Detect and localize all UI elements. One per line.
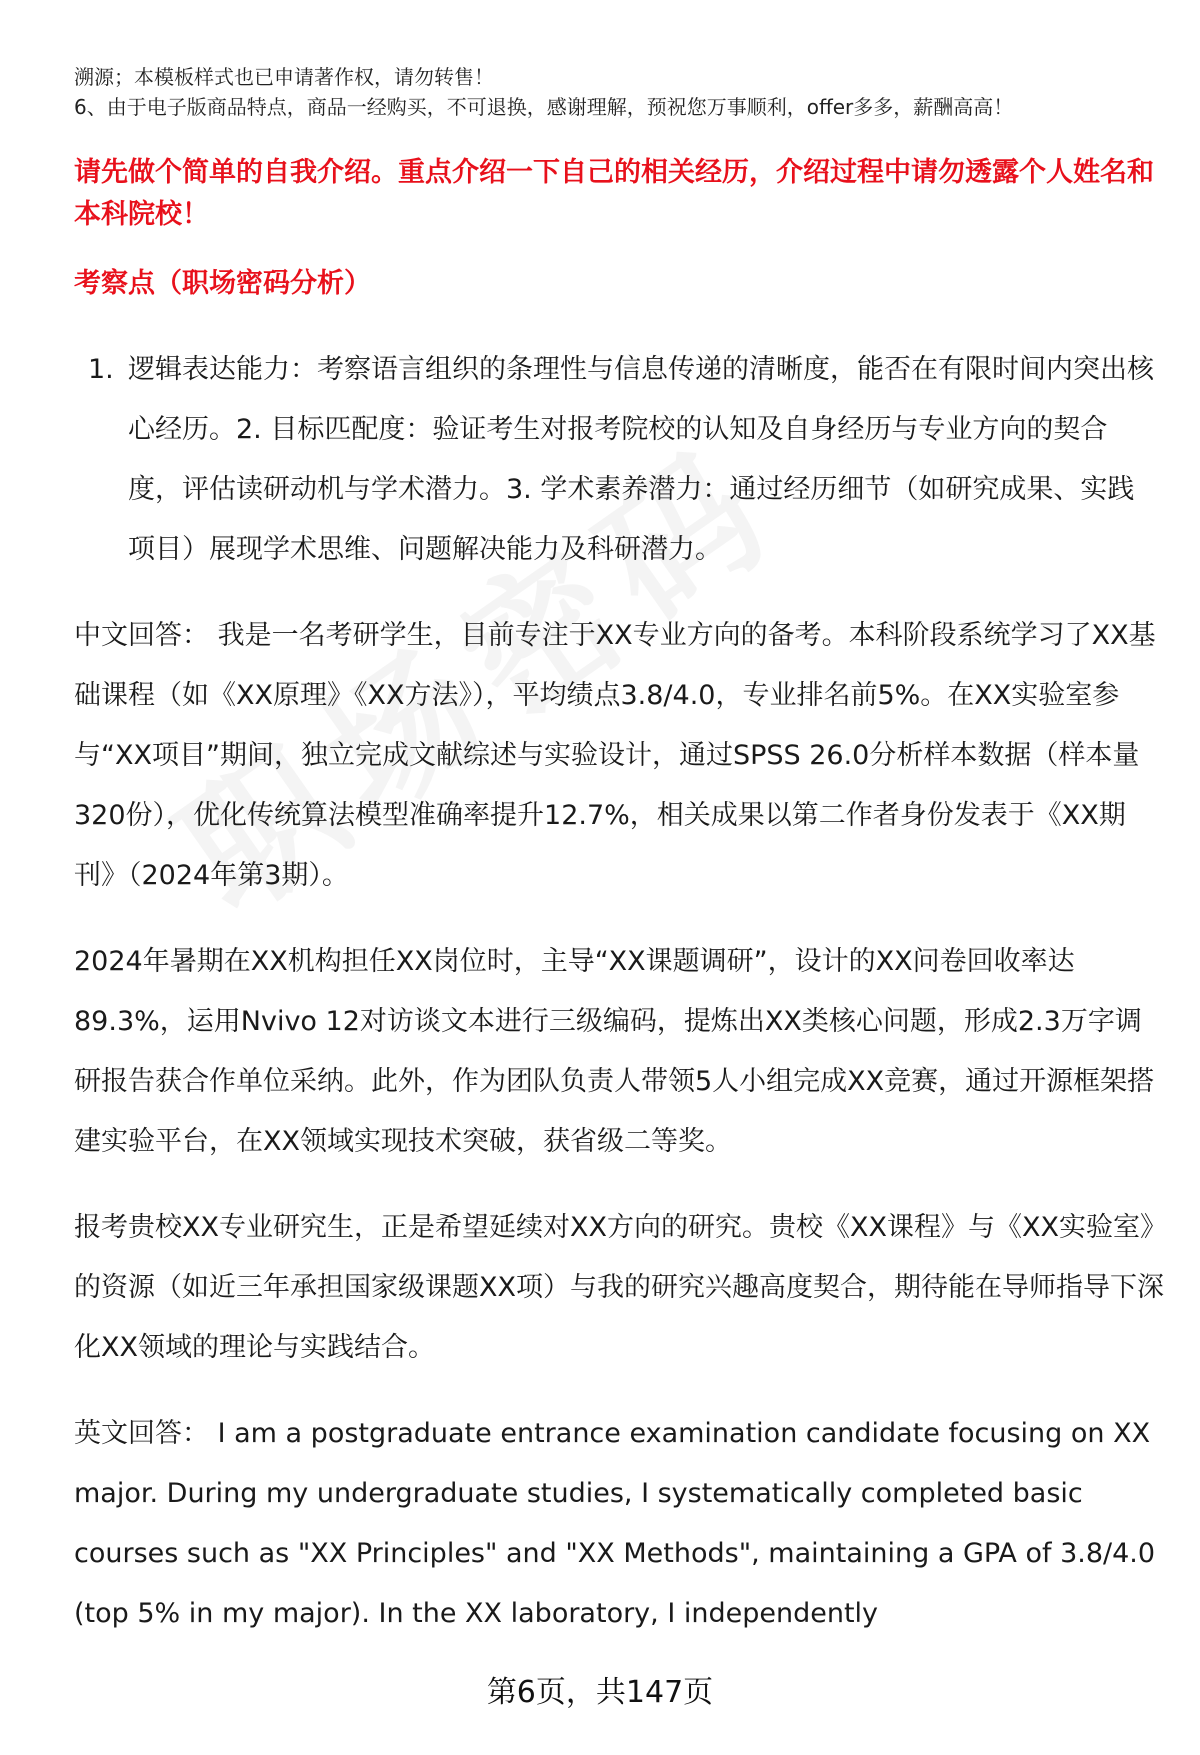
- key-points-list: [74, 340, 1154, 580]
- interview-question: 请先做个简单的自我介绍。重点介绍一下自己的相关经历，介绍过程中请勿透露个人姓名和本科院校！: [74, 157, 1154, 230]
- chinese-answer-paragraph-3: 报考贵校XX专业研究生，正是希望延续对XX方向的研究。贵校《XX课程》与《XX实验室》的资源（如近三年承担国家级课题XX项）与我的研究兴趣高度契合，期待能在导师指导下深化XX领域的理论与实践结合。: [74, 1212, 1164, 1363]
- notice-line-2: 6、由于电子版商品特点，商品一经购买，不可退换，感谢理解，预祝您万事顺利，offer多多，薪酬高高！: [74, 95, 1014, 119]
- english-answer-paragraph-1: 英文回答： I am a postgraduate entrance examination candidate focusing on XX major. During my undergraduate studies, I systematically completed basic courses such as "XX Principles" and "XX Methods", maintaining a GPA of 3.8/4.0 (top 5% in my major). In the XX laboratory, I independently: [74, 1418, 1156, 1629]
- key-points-title: 考察点（职场密码分析）: [74, 268, 371, 299]
- key-point-text: 逻辑表达能力：考察语言组织的条理性与信息传递的清晰度，能否在有限时间内突出核心经历。2. 目标匹配度：验证考生对报考院校的认知及自身经历与专业方向的契合度，评估读研动机与学术潜力。3. 学术素养潜力：通过经历细节（如研究成果、实践项目）展现学术思维、问题解决能力及科研潜力。: [128, 354, 1154, 565]
- page-number: 第6页，共147页: [486, 1675, 714, 1710]
- key-point-number: 1.: [88, 354, 114, 385]
- chinese-answer-paragraph-2: 2024年暑期在XX机构担任XX岗位时，主导“XX课题调研”，设计的XX问卷回收率达89.3%，运用Nvivo 12对访谈文本进行三级编码，提炼出XX类核心问题，形成2.3万字调研报告获合作单位采纳。此外，作为团队负责人带领5人小组完成XX竞赛，通过开源框架搭建实验平台，在XX领域实现技术突破，获省级二等奖。: [74, 946, 1155, 1157]
- notice-line-1: 溯源；本模板样式也已申请著作权，请勿转售！: [74, 65, 494, 89]
- key-point-item: [74, 340, 1154, 580]
- chinese-answer-paragraph-1: 中文回答： 我是一名考研学生，目前专注于XX专业方向的备考。本科阶段系统学习了XX基础课程（如《XX原理》《XX方法》），平均绩点3.8/4.0，专业排名前5%。在XX实验室参与“XX项目”期间，独立完成文献综述与实验设计，通过SPSS 26.0分析样本数据（样本量320份），优化传统算法模型准确率提升12.7%，相关成果以第二作者身份发表于《XX期刊》（2024年第3期）。: [74, 620, 1156, 891]
